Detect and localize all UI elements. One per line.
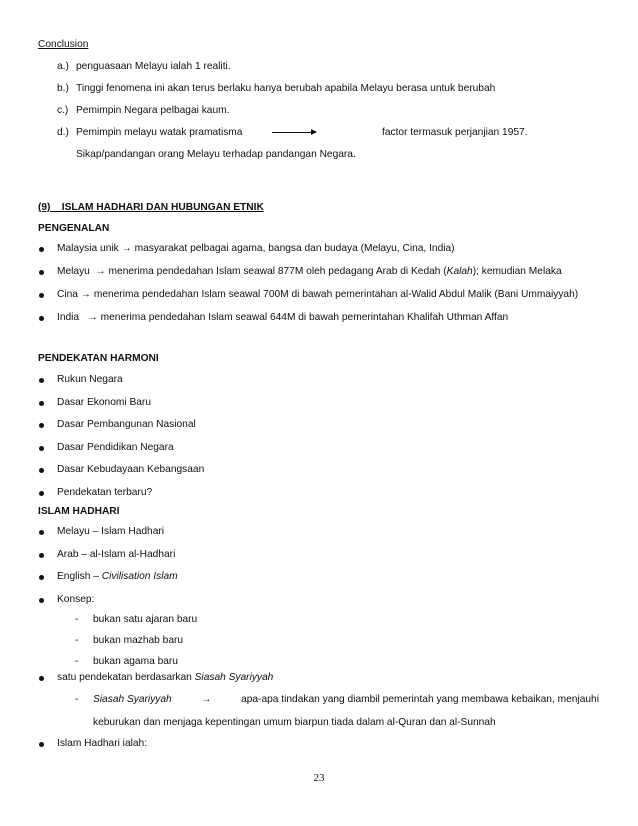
last-item: Islam Hadhari ialah: xyxy=(57,738,148,749)
hadhari-italic: Civilisation Islam xyxy=(101,571,178,582)
right-arrow-icon: → xyxy=(95,266,106,277)
long-arrow-icon xyxy=(272,132,316,133)
bullet-icon xyxy=(39,575,44,580)
bullet-icon xyxy=(39,378,44,383)
bullet-icon xyxy=(39,676,44,681)
right-arrow-icon: → xyxy=(121,243,132,254)
siasah-line-1 xyxy=(93,693,599,706)
conclusion-marker-b: b.) xyxy=(57,83,69,94)
pengenalan-item xyxy=(57,288,578,301)
bullet-icon xyxy=(39,247,44,252)
siasah-italic: Siasah Syariyyah xyxy=(93,694,172,705)
pengenalan-heading: PENGENALAN xyxy=(38,223,110,234)
pendekatan-italic: Siasah Syariyyah xyxy=(194,672,274,683)
conclusion-marker-c: c.) xyxy=(57,105,69,116)
pengenalan-italic: Kalah xyxy=(446,266,473,277)
bullet-icon xyxy=(39,530,44,535)
bullet-icon xyxy=(39,553,44,558)
right-arrow-icon: → xyxy=(87,312,98,323)
bullet-icon xyxy=(39,468,44,473)
pengenalan-lead: Melayu xyxy=(57,266,90,277)
bullet-icon xyxy=(39,423,44,428)
right-arrow-icon: → xyxy=(201,694,212,705)
conclusion-continuation: Sikap/pandangan orang Melayu terhadap pandangan Negara. xyxy=(76,149,356,160)
conclusion-marker-a: a.) xyxy=(57,61,69,72)
harmoni-item: Dasar Pembangunan Nasional xyxy=(57,419,196,430)
dash-marker: - xyxy=(75,694,79,705)
pengenalan-lead: India xyxy=(57,312,80,323)
konsep-item: bukan satu ajaran baru xyxy=(93,614,198,625)
siasah-line-2: keburukan dan menjaga kepentingan umum biarpun tiada dalam al-Quran dan al-Sunnah xyxy=(93,717,496,728)
harmoni-item: Dasar Pendidikan Negara xyxy=(57,442,174,453)
conclusion-item-d: Pemimpin melayu watak pramatisma xyxy=(76,127,243,138)
bullet-icon xyxy=(39,401,44,406)
conclusion-item-d-after: factor termasuk perjanjian 1957. xyxy=(382,127,528,138)
conclusion-marker-d: d.) xyxy=(57,127,69,138)
pengenalan-text: menerima pendedahan Islam seawal 644M di bawah pemerintahan Khalifah Uthman Affan xyxy=(100,312,509,323)
konsep-item: bukan mazhab baru xyxy=(93,635,184,646)
pengenalan-tail: ); kemudian Melaka xyxy=(472,266,562,277)
section-title: (9) ISLAM HADHARI DAN HUBUNGAN ETNIK xyxy=(38,202,264,213)
harmoni-item: Dasar Ekonomi Baru xyxy=(57,397,151,408)
dash-marker: - xyxy=(75,635,79,646)
konsep-item: bukan agama baru xyxy=(93,656,178,667)
hadhari-text: English – xyxy=(57,571,102,582)
bullet-icon xyxy=(39,293,44,298)
right-arrow-icon: → xyxy=(80,289,91,300)
page-number: 23 xyxy=(313,772,325,784)
conclusion-item-a: penguasaan Melayu ialah 1 realiti. xyxy=(76,61,231,72)
pengenalan-text: menerima pendedahan Islam seawal 877M oleh pedagang Arab di Kedah ( xyxy=(108,266,447,277)
dash-marker: - xyxy=(75,656,79,667)
siasah-text-1: apa-apa tindakan yang diambil pemerintah yang membawa kebaikan, menjauhi xyxy=(241,694,599,705)
pengenalan-text: masyarakat pelbagai agama, bangsa dan budaya (Melayu, Cina, India) xyxy=(134,243,455,254)
pendekatan-text: satu pendekatan berdasarkan xyxy=(57,672,195,683)
harmoni-item: Pendekatan terbaru? xyxy=(57,487,153,498)
hadhari-item: Konsep: xyxy=(57,594,95,605)
harmoni-item: Dasar Kebudayaan Kebangsaan xyxy=(57,464,205,475)
pengenalan-lead: Malaysia unik xyxy=(57,243,119,254)
harmoni-item: Rukun Negara xyxy=(57,374,123,385)
pengenalan-item xyxy=(57,265,562,278)
pengenalan-lead: Cina xyxy=(57,289,78,300)
bullet-icon xyxy=(39,446,44,451)
conclusion-item-b: Tinggi fenomena ini akan terus berlaku hanya berubah apabila Melayu berasa untuk berubah xyxy=(76,83,496,94)
bullet-icon xyxy=(39,270,44,275)
pendekatan-item xyxy=(57,671,273,684)
hadhari-heading: ISLAM HADHARI xyxy=(38,506,120,517)
bullet-icon xyxy=(39,491,44,496)
pengenalan-item xyxy=(57,242,455,255)
pengenalan-text: menerima pendedahan Islam seawal 700M di bawah pemerintahan al-Walid Abdul Malik (Bani Ummaiyyah) xyxy=(93,289,579,300)
bullet-icon xyxy=(39,316,44,321)
bullet-icon xyxy=(39,742,44,747)
hadhari-item: Arab – al-Islam al-Hadhari xyxy=(57,549,176,560)
conclusion-heading: Conclusion xyxy=(38,39,89,50)
harmoni-heading: PENDEKATAN HARMONI xyxy=(38,353,159,364)
conclusion-item-c: Pemimpin Negara pelbagai kaum. xyxy=(76,105,230,116)
pengenalan-item xyxy=(57,311,508,324)
dash-marker: - xyxy=(75,614,79,625)
hadhari-item xyxy=(57,570,178,583)
hadhari-item: Melayu – Islam Hadhari xyxy=(57,526,165,537)
bullet-icon xyxy=(39,598,44,603)
